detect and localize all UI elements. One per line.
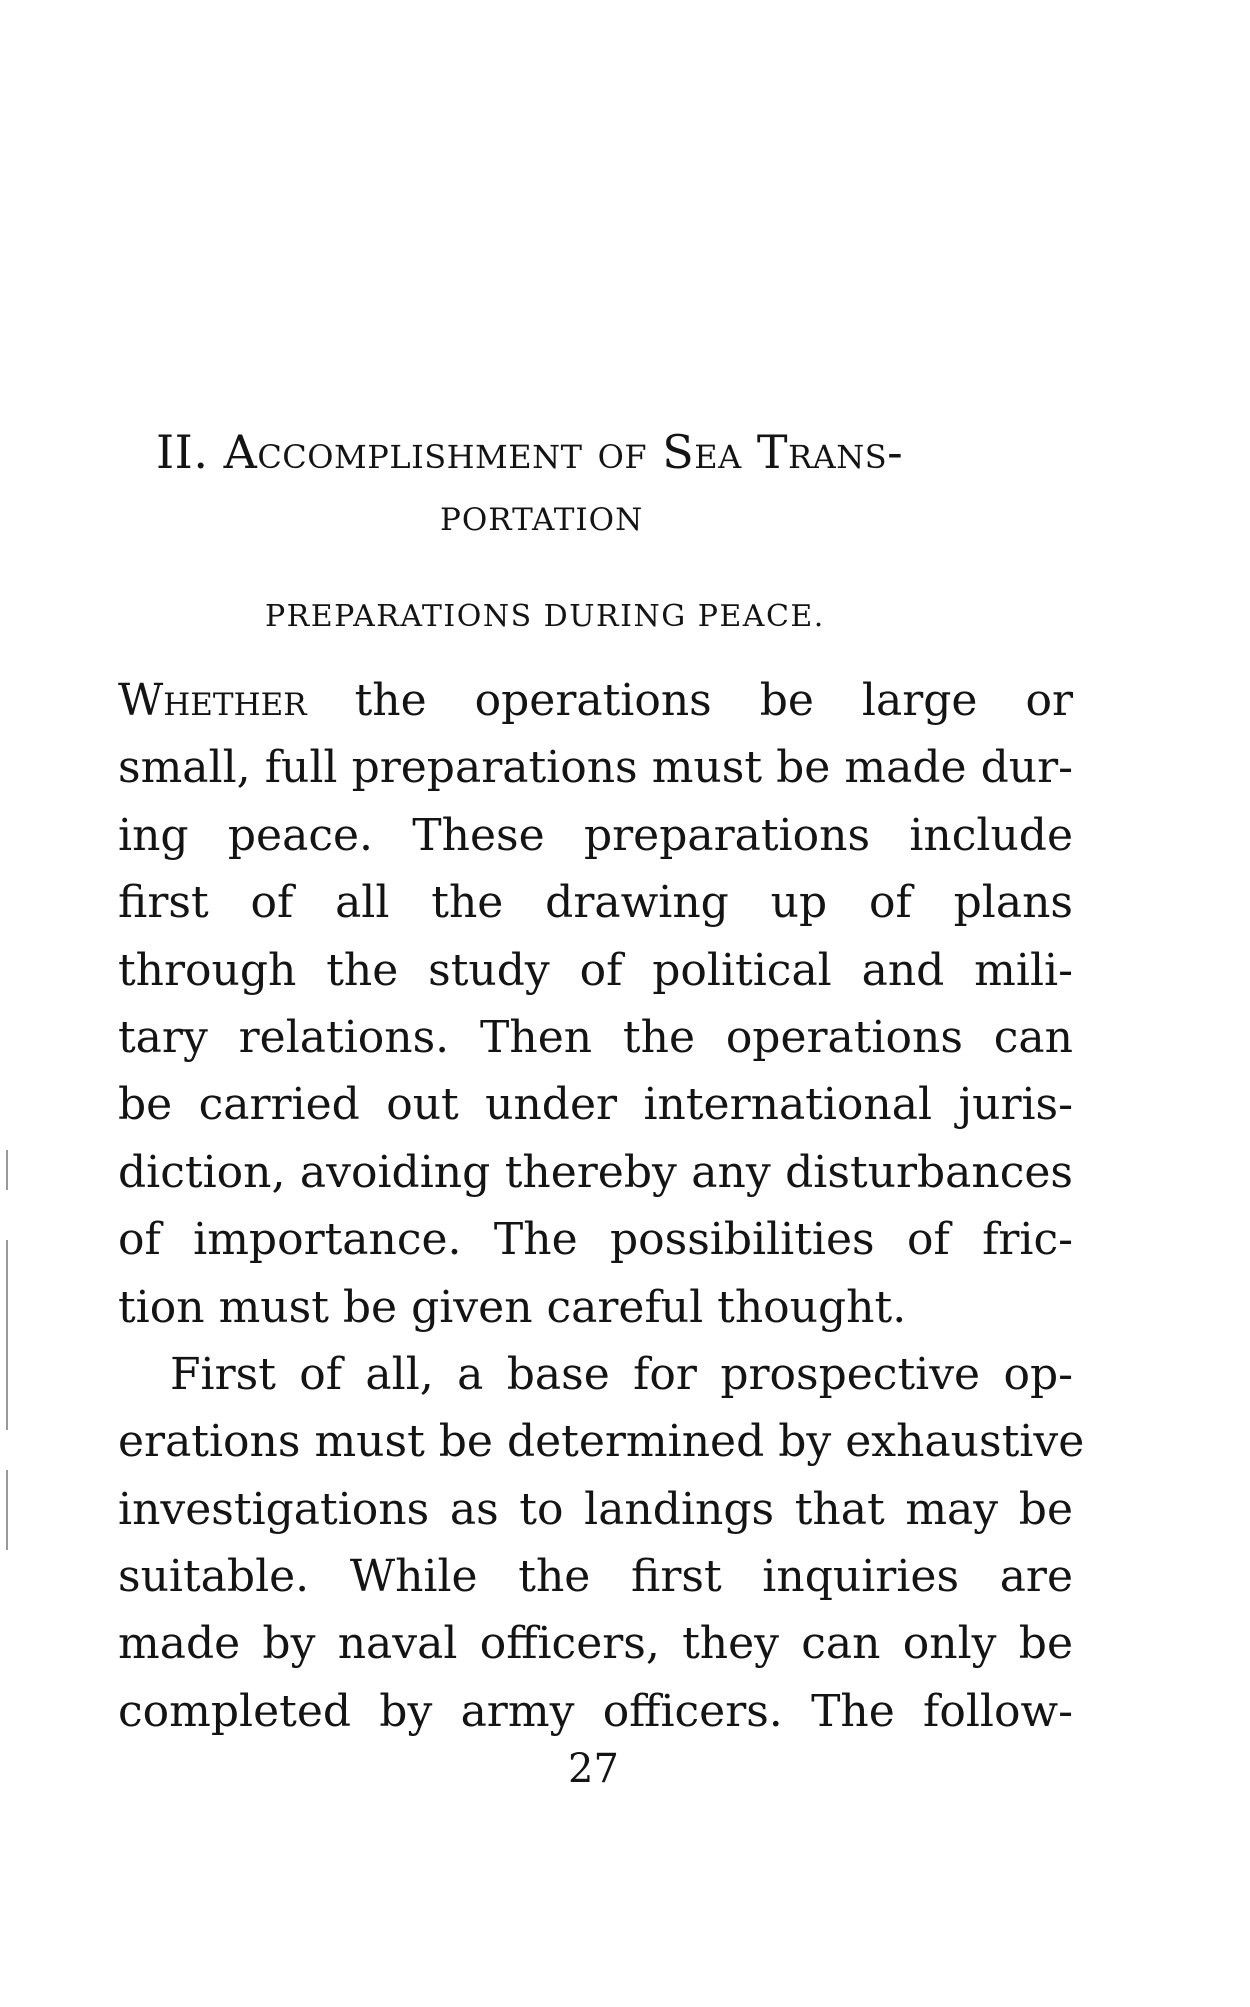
paragraph-line: be carried out under international juris- [118,1079,1073,1131]
page-number: 27 [568,1746,619,1792]
paragraph-line: tary relations. Then the operations can [118,1011,1073,1063]
paragraph-line: tion must be given careful thought. [118,1281,907,1333]
chapter-numeral: II. [156,425,209,479]
paragraph-line: completed by army officers. The follow- [118,1685,1073,1737]
scan-margin-mark [6,1470,8,1550]
paragraph-line: erations must be determined by exhaustive [118,1416,1085,1468]
paragraph-line: first of all the drawing up of plans [118,877,1073,929]
paragraph-line: of importance. The possibilities of fric- [118,1214,1073,1266]
paragraph-line: through the study of political and mili- [118,944,1073,996]
section-subheading: PREPARATIONS DURING PEACE. [265,599,825,634]
lead-word: Whether [118,675,307,726]
scan-margin-mark [6,1150,8,1190]
paragraph-line: diction, avoiding thereby any disturbances [118,1146,1073,1198]
chapter-title-word: Accomplishment [223,425,583,479]
paragraph-line: Whether the operations be large or [118,675,1073,726]
chapter-heading [156,425,1056,479]
paragraph-line: investigations as to landings that may be [118,1483,1073,1535]
paragraph-line: suitable. While the first inquiries are [118,1551,1073,1603]
chapter-title-word: Trans- [756,425,904,479]
paragraph-line: ing peace. These preparations include [118,809,1073,861]
paragraph-line: made by naval officers, they can only be [118,1618,1073,1670]
body-text [118,667,1085,1745]
chapter-title-word: of [597,425,648,479]
paragraph-line: small, full preparations must be made dur- [118,742,1073,794]
chapter-heading-continuation: PORTATION [440,502,644,538]
paragraph-line: First of all, a base for prospective op- [170,1348,1073,1400]
chapter-title-word: Sea [662,425,742,479]
scan-margin-mark [6,1240,8,1430]
